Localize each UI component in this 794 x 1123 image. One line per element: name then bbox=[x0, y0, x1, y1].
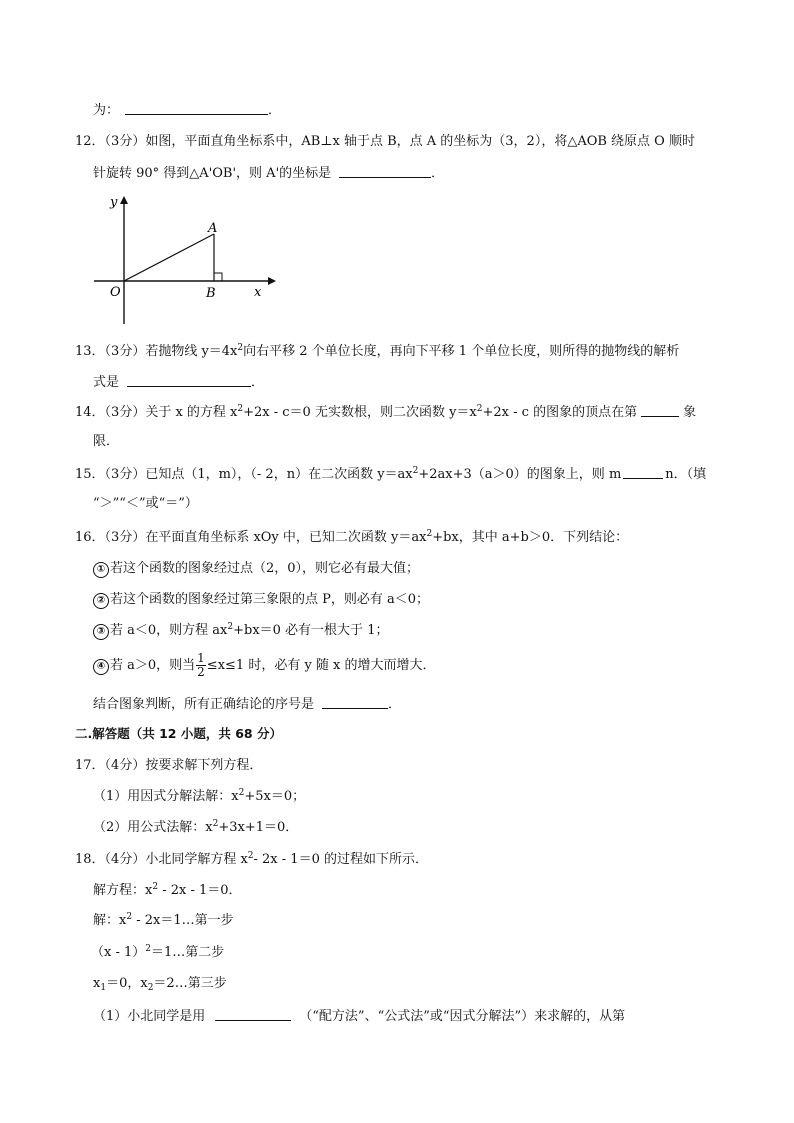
answer-blank[interactable] bbox=[339, 165, 431, 178]
question-14-line1: 14．（3分）关于 x 的方程 $x^2+2x - c=0$ 无实数根，则二次函数 $y=x^2+2x - c$ 的图象的顶点在第 象 bbox=[75, 404, 697, 420]
question-15-line1: 15．（3分）已知点（1，m），（- 2，n）在二次函数 $y=ax^2+2ax+3(a>0)$的图象上，则 m n．（填 bbox=[75, 466, 707, 482]
question-17-part1: （1）用因式分解法解：$x^2+5x=0$； bbox=[93, 788, 306, 804]
line-q11-end: 为： ． bbox=[93, 103, 282, 118]
question-15-line2: “＞”“＜”或“＝”） bbox=[93, 496, 198, 511]
answer-blank[interactable] bbox=[322, 696, 388, 709]
statement-1: ① 若这个函数的图象经过点（2，0），则它必有最大值； bbox=[93, 561, 419, 578]
question-13-line1: 13．（3分）若抛物线 $y=4x^2$向右平移 2 个单位长度，再向下平移 1 个单位长度，则所得的抛物线的解析 bbox=[75, 343, 680, 359]
answer-blank[interactable] bbox=[623, 466, 663, 479]
circled-2: ② bbox=[93, 593, 109, 609]
circled-1: ① bbox=[93, 562, 109, 578]
label-y: y bbox=[110, 195, 118, 210]
question-18: 18．（4分）小北同学解方程 $x^2-$ 2x - 1＝0 的过程如下所示． bbox=[75, 851, 428, 867]
question-12-line2: 针旋转 90° 得到△A'OB'，则 A'的坐标是 ． bbox=[93, 166, 445, 181]
segment-oa bbox=[124, 234, 214, 281]
label-b: B bbox=[206, 286, 216, 301]
label-origin: O bbox=[110, 285, 121, 300]
circled-4: ④ bbox=[93, 659, 109, 675]
circled-3: ③ bbox=[93, 624, 109, 640]
question-17: 17．（4分）按要求解下列方程． bbox=[75, 758, 263, 773]
y-axis-arrow-icon bbox=[120, 196, 128, 204]
right-angle-mark bbox=[214, 273, 222, 281]
solution-line-2: 解：$x^2$ - 2x＝1…第一步 bbox=[93, 912, 234, 928]
label-x: x bbox=[254, 285, 262, 300]
answer-blank[interactable] bbox=[127, 374, 251, 387]
solution-line-1: 解方程：$x^2 - 2x - 1=0$． bbox=[93, 882, 242, 898]
coordinate-figure bbox=[90, 190, 280, 330]
question-16-line1: 16．（3分）在平面直角坐标系 xOy 中，已知二次函数 $y=ax^2+bx$，其中 a+b＞0．下列结论： bbox=[75, 529, 629, 545]
statement-2: ② 若这个函数的图象经过第三象限的点 P，则必有 a＜0； bbox=[93, 592, 429, 609]
statement-4: ④ 若 a＞0，则当 $\frac{1}{2}$ ≤x≤1 时，必有 y 随 x 的增大而增大． bbox=[93, 651, 436, 681]
statement-3: ③ 若 a＜0，则方程 $ax^2+bx=0$ 必有一根大于 1； bbox=[93, 623, 388, 640]
solution-line-4: $x_1=0$，$x_2=2\dots$第三步 bbox=[93, 976, 227, 993]
question-17-part2: （2）用公式法解：$x^2+3x+1=0$． bbox=[93, 819, 299, 835]
question-18-part1: （1）小北同学是用 （“配方法”、“公式法”或“因式分解法”）来求解的，从第 bbox=[93, 1009, 626, 1024]
question-13-line2: 式是 ． bbox=[93, 375, 265, 390]
question-12-line1: 12．（3分）如图，平面直角坐标系中，AB⊥x 轴于点 B，点 A 的坐标为（3，2），将△AOB 绕原点 O 顺时 bbox=[75, 134, 695, 149]
section-heading: 二.解答题（共 12 小题，共 68 分） bbox=[75, 726, 282, 741]
answer-blank[interactable] bbox=[215, 1008, 291, 1021]
question-16-conclusion: 结合图象判断，所有正确结论的序号是 ． bbox=[93, 697, 402, 712]
solution-line-3: （x - 1）$^2$＝1…第二步 bbox=[91, 944, 225, 960]
answer-blank[interactable] bbox=[125, 102, 268, 115]
question-14-line2: 限． bbox=[93, 434, 120, 449]
answer-blank[interactable] bbox=[641, 404, 679, 417]
label-a: A bbox=[208, 221, 218, 236]
fraction-one-half: $\frac{1}{2}$ bbox=[197, 651, 205, 679]
x-axis-arrow-icon bbox=[268, 277, 276, 285]
